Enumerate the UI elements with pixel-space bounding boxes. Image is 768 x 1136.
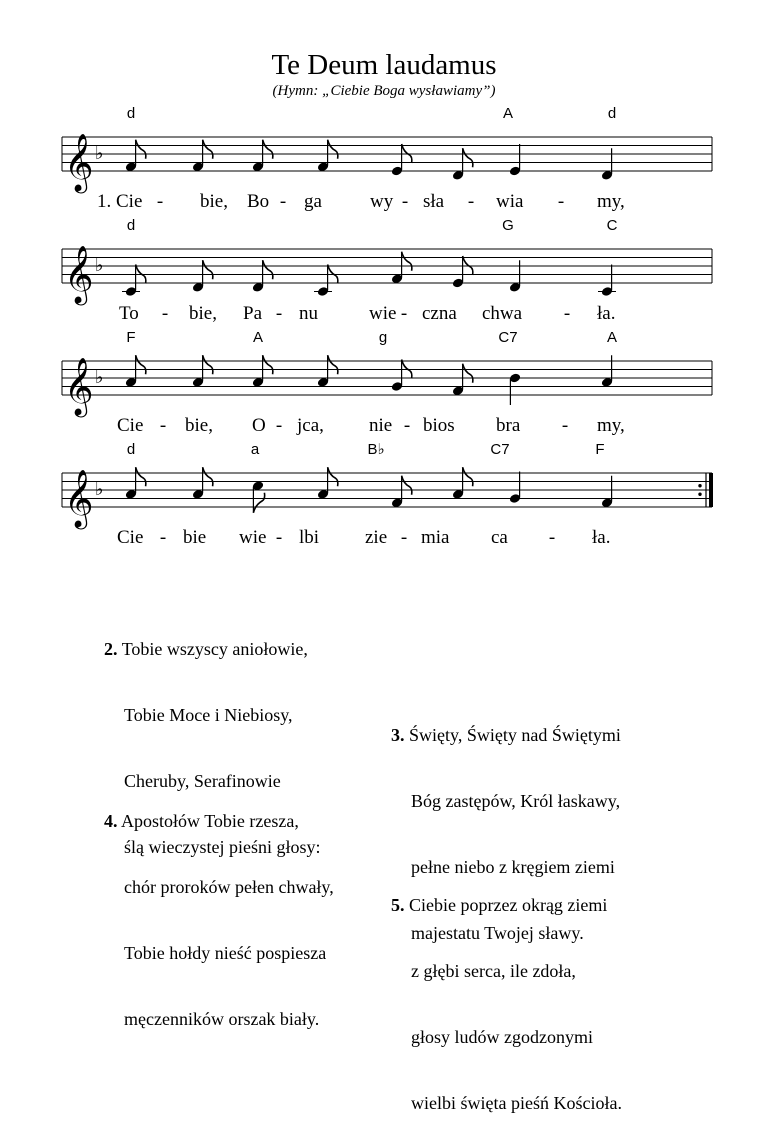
lyric-syllable: - xyxy=(467,191,475,212)
note-flag xyxy=(136,355,146,374)
lyric-syllable: - xyxy=(275,527,283,548)
note-head xyxy=(391,165,404,176)
note-head xyxy=(252,282,265,293)
lyric-syllable: - xyxy=(156,191,164,212)
treble-clef-icon: 𝄞 xyxy=(64,469,94,527)
lyric-syllable: Cie xyxy=(116,191,143,212)
note-flag xyxy=(328,140,338,159)
treble-clef-icon: 𝄞 xyxy=(64,133,94,191)
note-head xyxy=(317,377,330,388)
note-flag xyxy=(402,476,412,495)
chord-symbol: F xyxy=(126,329,136,346)
lyric-syllable: - xyxy=(275,415,283,436)
note-head xyxy=(391,381,404,392)
lyric-syllable: Pa xyxy=(243,303,262,324)
note-flag xyxy=(203,355,213,374)
note-flag xyxy=(402,144,412,163)
note-flag xyxy=(136,467,146,486)
chord-symbol: d xyxy=(126,441,136,458)
lyric-syllable: Cie xyxy=(117,415,144,436)
lyric-syllable: - xyxy=(557,191,565,212)
lyric-syllable: - xyxy=(563,303,571,324)
verse-number: 4. xyxy=(104,811,118,831)
verse-line: chór proroków pełen chwały, xyxy=(124,877,334,897)
note-head xyxy=(192,282,205,293)
chord-symbol: A xyxy=(252,329,264,346)
note-flag xyxy=(328,467,338,486)
verse-line: wielbi święta pieśń Kościoła. xyxy=(411,1093,622,1113)
lyric-syllable: - xyxy=(279,191,287,212)
note-head xyxy=(391,497,404,508)
note-head xyxy=(252,377,265,388)
lyric-syllable: bra xyxy=(496,415,521,436)
lyric-syllable: wy xyxy=(370,191,394,212)
flat-key-signature-icon: ♭ xyxy=(95,255,104,276)
lyric-syllable: jca, xyxy=(297,415,324,436)
chord-symbol: C7 xyxy=(490,441,510,458)
lyric-syllable: O xyxy=(252,415,266,436)
verse-line: Cheruby, Serafinowie xyxy=(124,771,281,791)
lyric-syllable: wie xyxy=(239,527,267,548)
treble-clef-icon: 𝄞 xyxy=(64,245,94,303)
verse-line: Święty, Święty nad Świętymi xyxy=(409,725,621,745)
note-flag xyxy=(136,265,146,284)
flat-key-signature-icon: ♭ xyxy=(95,479,104,500)
lyric-syllable: my, xyxy=(597,191,625,212)
note-head xyxy=(125,489,138,500)
chord-symbol: F xyxy=(595,441,605,458)
verse-line: Tobie wszyscy aniołowie, xyxy=(121,639,308,659)
note-head xyxy=(125,286,138,297)
repeat-dot xyxy=(698,484,701,487)
treble-clef-icon: 𝄞 xyxy=(64,357,94,415)
chord-symbol: d xyxy=(126,105,136,122)
verse-line: głosy ludów zgodzonymi xyxy=(411,1027,593,1047)
lyric-syllable: - xyxy=(403,415,411,436)
verse-number: 5. xyxy=(391,895,405,915)
verse-number: 3. xyxy=(391,725,405,745)
verse-line: z głębi serca, ile zdoła, xyxy=(411,961,576,981)
note-flag xyxy=(253,493,264,513)
lyric-syllable: my, xyxy=(597,415,625,436)
chord-symbol: A xyxy=(606,329,618,346)
verse-line: pełne niebo z kręgiem ziemi xyxy=(411,857,615,877)
note-flag xyxy=(203,260,213,279)
lyric-syllable: - xyxy=(159,415,167,436)
note-head xyxy=(125,377,138,388)
lyric-syllable: sła xyxy=(423,191,445,212)
lyric-syllable: ca xyxy=(491,527,508,548)
note-head xyxy=(192,377,205,388)
final-barline xyxy=(709,473,713,507)
lyric-syllable: wia xyxy=(496,191,524,212)
lyric-syllable: bios xyxy=(423,415,455,436)
note-head xyxy=(192,161,205,172)
song-title: Te Deum laudamus xyxy=(271,49,497,81)
lyric-syllable: Bo xyxy=(247,191,270,212)
chord-symbol: C xyxy=(606,217,618,234)
lyric-syllable: - xyxy=(548,527,556,548)
verse-number: 2. xyxy=(104,639,118,659)
note-flag xyxy=(463,256,473,275)
lyric-syllable: lbi xyxy=(299,527,320,548)
lyric-syllable: chwa xyxy=(482,303,523,324)
verse-line: Tobie Moce i Niebiosy, xyxy=(124,705,293,725)
note-head xyxy=(601,170,614,181)
note-flag xyxy=(463,148,473,167)
chord-symbol: d xyxy=(607,105,617,122)
note-head xyxy=(317,161,330,172)
lyric-syllable: - xyxy=(401,191,409,212)
note-head xyxy=(452,277,465,288)
chord-symbol: B♭ xyxy=(367,441,385,458)
note-flag xyxy=(328,265,338,284)
note-head xyxy=(192,489,205,500)
lyric-syllable: bie, xyxy=(185,415,213,436)
lyric-syllable: bie, xyxy=(189,303,217,324)
note-head xyxy=(509,372,522,383)
note-flag xyxy=(402,252,412,271)
chord-symbol: a xyxy=(250,441,260,458)
flat-key-signature-icon: ♭ xyxy=(95,367,104,388)
note-head xyxy=(601,497,614,508)
lyric-syllable: To xyxy=(119,303,139,324)
verse-line: Apostołów Tobie rzesza, xyxy=(121,811,299,831)
note-head xyxy=(509,165,522,176)
lyric-syllable: czna xyxy=(422,303,457,324)
note-head xyxy=(391,273,404,284)
lyric-syllable: - xyxy=(275,303,283,324)
chord-symbol: G xyxy=(502,217,514,234)
lyric-syllable: wie xyxy=(369,303,397,324)
chord-symbol: g xyxy=(378,329,388,346)
note-flag xyxy=(463,364,473,383)
song-subtitle: (Hymn: „Ciebie Boga wysławiamy”) xyxy=(272,83,496,99)
note-head xyxy=(509,493,522,504)
lyric-syllable: ła. xyxy=(592,527,611,548)
note-head xyxy=(452,489,465,500)
verse-line: Ciebie poprzez okrąg ziemi xyxy=(409,895,608,915)
verse-line: męczenników orszak biały. xyxy=(124,1009,320,1029)
lyric-syllable: zie xyxy=(365,527,388,548)
verse-line: majestatu Twojej sławy. xyxy=(411,923,584,943)
lyric-syllable: - xyxy=(561,415,569,436)
verse-5 xyxy=(391,850,622,1136)
lyric-syllable: - xyxy=(161,303,169,324)
lyric-syllable: Cie xyxy=(117,527,144,548)
note-head xyxy=(452,385,465,396)
lyric-syllable: nu xyxy=(299,303,318,324)
note-head xyxy=(509,282,522,293)
lyric-syllable: bie, xyxy=(200,191,228,212)
note-head xyxy=(601,377,614,388)
lyric-syllable: - xyxy=(400,527,408,548)
chord-symbol: d xyxy=(126,217,136,234)
verse-line: Tobie hołdy nieść pospiesza xyxy=(124,943,327,963)
note-head xyxy=(252,480,265,491)
chord-symbol: C7 xyxy=(498,329,518,346)
note-head xyxy=(317,286,330,297)
note-flag xyxy=(263,140,273,159)
lyric-syllable: mia xyxy=(421,527,450,548)
note-head xyxy=(252,161,265,172)
repeat-dot xyxy=(698,493,701,496)
note-head xyxy=(601,286,614,297)
note-flag xyxy=(203,140,213,159)
verse-1-number: 1. xyxy=(97,191,112,212)
note-head xyxy=(317,489,330,500)
lyric-syllable: ga xyxy=(304,191,322,212)
verse-line: Bóg zastępów, Król łaskawy, xyxy=(411,791,621,811)
chord-symbol: A xyxy=(502,105,514,122)
note-flag xyxy=(136,140,146,159)
lyric-syllable: - xyxy=(400,303,408,324)
note-flag xyxy=(203,467,213,486)
note-flag xyxy=(263,355,273,374)
note-head xyxy=(452,170,465,181)
lyric-syllable: - xyxy=(159,527,167,548)
lyric-syllable: ła. xyxy=(597,303,616,324)
note-head xyxy=(125,161,138,172)
note-flag xyxy=(263,260,273,279)
note-flag xyxy=(402,360,412,379)
flat-key-signature-icon: ♭ xyxy=(95,143,104,164)
note-flag xyxy=(328,355,338,374)
verse-line: ślą wieczystej pieśni głosy: xyxy=(124,837,321,857)
verse-4 xyxy=(104,766,334,1052)
lyric-syllable: nie xyxy=(369,415,393,436)
note-flag xyxy=(463,467,473,486)
lyric-syllable: bie xyxy=(183,527,207,548)
